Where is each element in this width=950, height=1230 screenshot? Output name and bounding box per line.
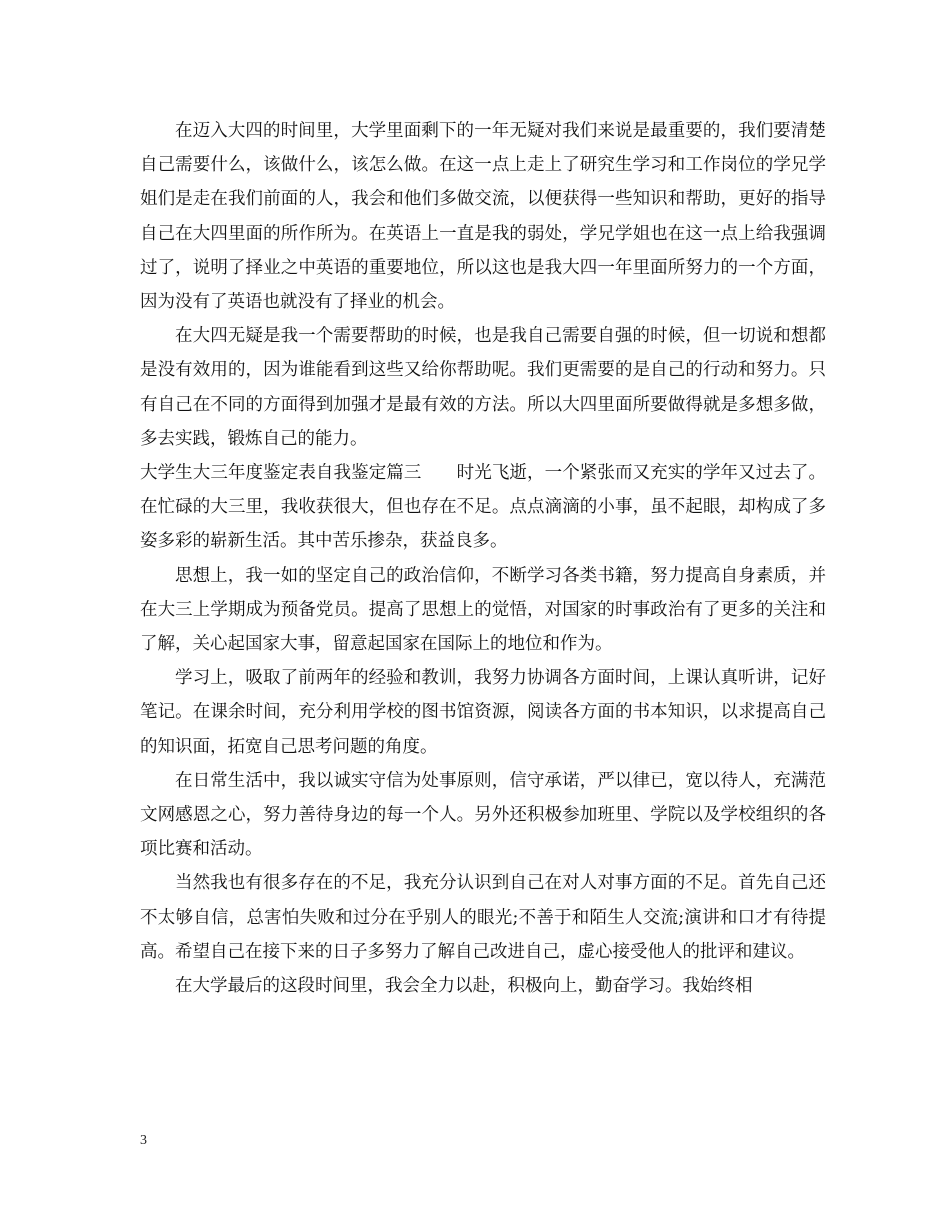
paragraph-shortcomings: 当然我也有很多存在的不足，我充分认识到自己在对人对事方面的不足。首先自己还不太够自信，总害怕失败和过分在乎别人的眼光;不善于和陌生人交流;演讲和口才有待提高。希望自己在接下来的日子多努力了解自己改进自己，虚心接受他人的批评和建议。 [140, 873, 826, 962]
paragraph-final-period: 在大学最后的这段时间里，我会全力以赴，积极向上，勤奋学习。我始终相 [175, 976, 753, 997]
paragraph-section-three-intro: 大学生大三年度鉴定表自我鉴定篇三 时光飞逝，一个紧张而又充实的学年又过去了。在忙碌的大三里，我收获很大，但也存在不足。点点滴滴的小事，虽不起眼，却构成了多姿多彩的崭新生活。其中苦乐掺杂，获益良多。 [140, 463, 826, 552]
paragraph-daily-life: 在日常生活中，我以诚实守信为处事原则，信守承诺，严以律已，宽以待人，充满范文网感恩之心，努力善待身边的每一个人。另外还积极参加班里、学院以及学校组织的各项比赛和活动。 [140, 770, 826, 860]
paragraph-ideology: 思想上，我一如的坚定自己的政治信仰，不断学习各类书籍，努力提高自身素质，并在大三上学期成为预备党员。提高了思想上的觉悟，对国家的时事政治有了更多的关注和了解，关心起国家大事，留意起国家在国际上的地位和作为。 [140, 565, 826, 655]
paragraph-senior-year-plan: 在迈入大四的时间里，大学里面剩下的一年无疑对我们来说是最重要的，我们要清楚自己需要什么，该做什么，该怎么做。在这一点上走上了研究生学习和工作岗位的学兄学姐们是走在我们前面的人，我会和他们多做交流，以便获得一些知识和帮助，更好的指导自己在大四里面的所作所为。在英语上一直是我的弱处，学兄学姐也在这一点上给我强调过了，说明了择业之中英语的重要地位，所以这也是我大四一年里面所努力的一个方面，因为没有了英语也就没有了择业的机会。 [140, 121, 826, 313]
document-body [140, 114, 826, 1003]
paragraph-study: 学习上，吸取了前两年的经验和教训，我努力协调各方面时间，上课认真听讲，记好笔记。在课余时间，充分利用学校的图书馆资源，阅读各方面的书本知识，以求提高自己的知识面，拓宽自己思考问题的角度。 [140, 668, 826, 757]
page-number: 3 [140, 1133, 147, 1148]
paragraph-self-reliance: 在大四无疑是我一个需要帮助的时候，也是我自己需要自强的时候，但一切说和想都是没有效用的，因为谁能看到这些又给你帮助呢。我们更需要的是自己的行动和努力。只有自己在不同的方面得到加强才是最有效的方法。所以大四里面所要做得就是多想多做，多去实践，锻炼自己的能力。 [140, 326, 826, 449]
